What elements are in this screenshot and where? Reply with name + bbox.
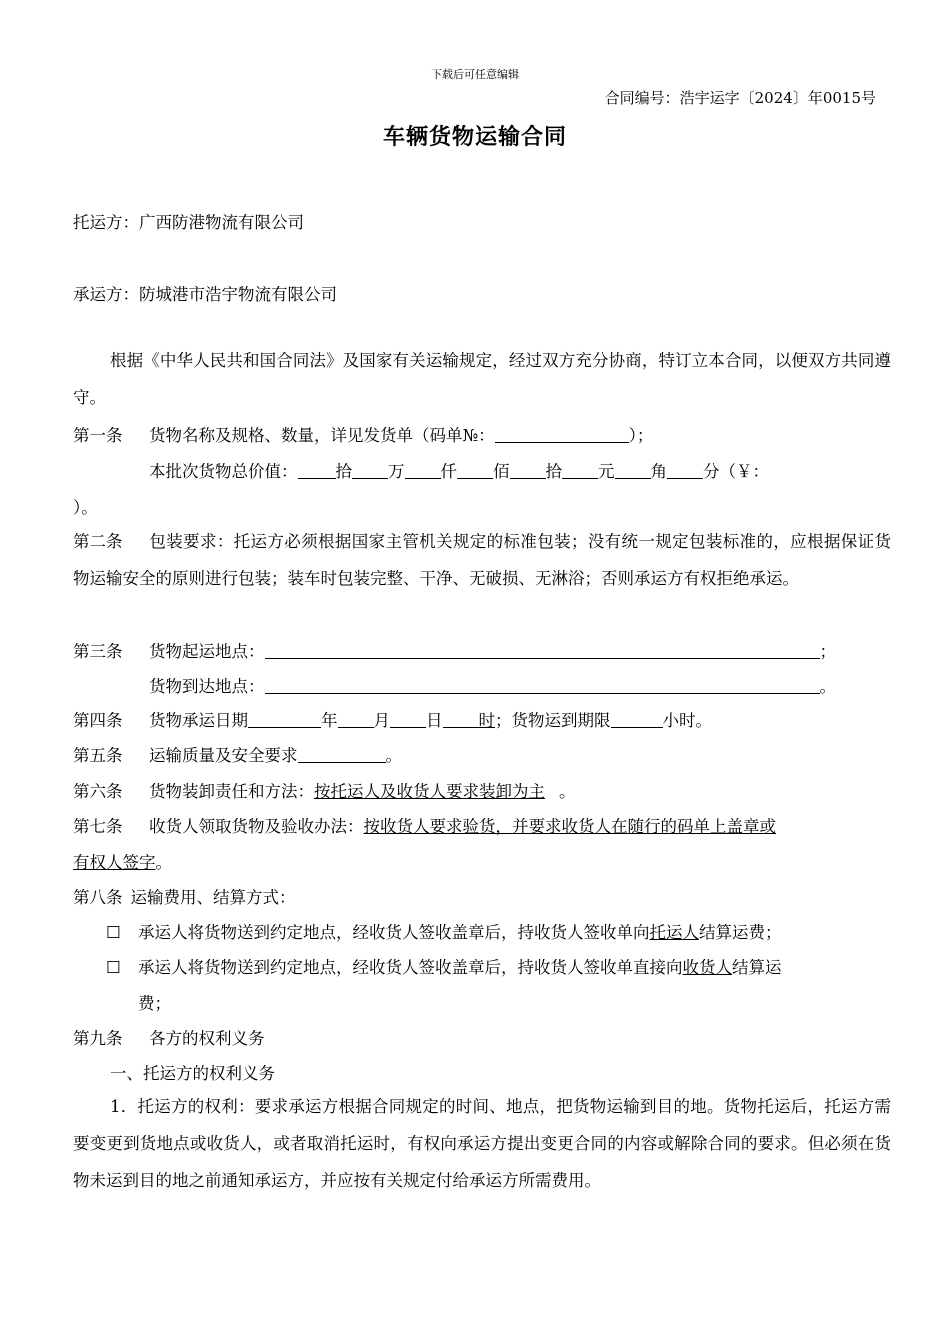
- hour-blank[interactable]: [443, 711, 479, 728]
- article-8-text: 运输费用、结算方式：: [130, 888, 296, 907]
- shipper-rights-heading: 一、托运方的权利义务: [110, 1064, 275, 1083]
- article-9: [73, 1025, 265, 1049]
- date-label: 货物承运日期: [149, 711, 248, 730]
- acceptance-value-b: 有权人签字: [73, 853, 156, 872]
- year-unit: 年: [321, 711, 338, 730]
- origin-end: ；: [819, 642, 836, 661]
- article-4: [73, 707, 712, 731]
- quality-blank[interactable]: [298, 746, 386, 763]
- article-1-close: ）。: [73, 498, 98, 517]
- unit: 拾: [545, 462, 562, 481]
- value-blank[interactable]: [405, 464, 441, 479]
- article-2-text: 包装要求：托运方必须根据国家主管机关规定的标准包装；没有统一规定包装标准的，应根据保证货物运输安全的原则进行包装；装车时包装完整、干净、无破损、无淋浴；否则承运方有权拒绝承运。: [73, 532, 891, 588]
- article-5-label: 第五条: [73, 746, 123, 765]
- article-9-text: 各方的权利义务: [149, 1029, 265, 1048]
- shipper-line: 托运方：广西防港物流有限公司: [73, 213, 304, 232]
- shipper-rights-item-1: 1．托运方的权利：要求承运方根据合同规定的时间、地点，把货物运输到目的地。货物托运后，托运方需要变更到货地点或收货人，或者取消托运时，有权向承运方提出变更合同的内容或解除合同的要求。但必须在货物未运到目的地之前通知承运方，并应按有关规定付给承运方所需费用。: [73, 1097, 891, 1190]
- value-blank[interactable]: [615, 464, 651, 479]
- acceptance-value-a: 按收货人要求验货，并要求收货人在随行的码单上盖章或: [363, 817, 776, 836]
- destination-end: 。: [819, 677, 836, 696]
- value-blank[interactable]: [352, 464, 388, 479]
- article-7-label: 第七条: [73, 817, 123, 836]
- article-6-end: 。: [559, 782, 576, 801]
- option-2-text-c: 费；: [138, 994, 171, 1013]
- day-unit: 日: [426, 711, 443, 730]
- settlement-option-2[interactable]: [106, 954, 782, 978]
- month-unit: 月: [373, 711, 390, 730]
- loading-method-value: 按托运人及收货人要求装卸为主: [314, 782, 545, 801]
- value-blank[interactable]: [510, 464, 546, 479]
- hours-unit: 小时。: [662, 711, 712, 730]
- hours-blank[interactable]: [611, 711, 663, 728]
- article-1-text-a: 货物名称及规格、数量，详见发货单（码单№：: [149, 426, 495, 445]
- article-5-end: 。: [385, 746, 402, 765]
- total-value-label: 本批次货物总价值：: [149, 462, 298, 481]
- article-2-label: 第二条: [73, 532, 123, 551]
- carrier-line: 承运方：防城港市浩宇物流有限公司: [73, 285, 337, 304]
- value-blank[interactable]: [667, 464, 703, 479]
- value-blank[interactable]: [298, 464, 336, 479]
- article-6-label: 第六条: [73, 782, 123, 801]
- origin-blank[interactable]: [265, 642, 820, 659]
- article-1-value-line: [149, 458, 769, 482]
- option-1-text-b: 结算运费；: [699, 923, 782, 942]
- article-8-label: 第八条: [73, 888, 123, 907]
- article-7: [73, 813, 776, 837]
- option-1-payer: 托运人: [649, 923, 699, 942]
- article-2: [73, 523, 891, 597]
- article-5-text: 运输质量及安全要求: [149, 746, 298, 765]
- option-1-text-a: 承运人将货物送到约定地点，经收货人签收盖章后，持收货人签收单向: [138, 923, 650, 942]
- document-title: 车辆货物运输合同: [382, 125, 567, 150]
- preamble: 根据《中华人民共和国合同法》及国家有关运输规定，经过双方充分协商，特订立本合同，以便双方共同遵守。: [73, 351, 891, 407]
- unit: 元: [598, 462, 615, 481]
- article-7-end: 。: [155, 853, 172, 872]
- contract-number: 合同编号：浩宇运字〔2024〕年0015号: [604, 89, 876, 107]
- year-blank[interactable]: [248, 711, 321, 728]
- destination-label: 货物到达地点：: [149, 677, 265, 696]
- unit: 仟: [440, 462, 457, 481]
- article-9-label: 第九条: [73, 1029, 123, 1048]
- code-number-blank[interactable]: [495, 426, 629, 443]
- checkbox-icon[interactable]: ☐: [106, 923, 121, 942]
- article-6-text: 货物装卸责任和方法：: [149, 782, 314, 801]
- unit: 分（￥：: [703, 462, 769, 481]
- settlement-option-1[interactable]: [106, 919, 782, 943]
- article-4-label: 第四条: [73, 711, 123, 730]
- article-1-text-b: ）；: [628, 426, 654, 445]
- option-2-payer: 收货人: [682, 958, 732, 977]
- article-7-cont: [73, 849, 172, 873]
- unit: 角: [650, 462, 667, 481]
- value-blank[interactable]: [562, 464, 598, 479]
- checkbox-icon[interactable]: ☐: [106, 958, 121, 977]
- top-note: 下载后可任意编辑: [431, 68, 519, 81]
- origin-label: 货物起运地点：: [149, 642, 265, 661]
- option-2-text-b: 结算运: [732, 958, 782, 977]
- option-2-text-a: 承运人将货物送到约定地点，经收货人签收盖章后，持收货人签收单直接向: [138, 958, 683, 977]
- article-1: [73, 422, 653, 446]
- month-blank[interactable]: [338, 711, 374, 728]
- destination-blank[interactable]: [265, 677, 820, 694]
- article-1-label: 第一条: [73, 426, 123, 445]
- hour-unit: 时: [478, 711, 495, 730]
- unit: 佰: [493, 462, 510, 481]
- article-6: [73, 778, 576, 802]
- article-3-destination: [149, 673, 836, 697]
- unit: 拾: [335, 462, 352, 481]
- article-8: [73, 884, 296, 908]
- deadline-label: ；货物运到期限: [495, 711, 611, 730]
- article-3-label: 第三条: [73, 642, 123, 661]
- unit: 万: [388, 462, 405, 481]
- article-5: [73, 742, 402, 766]
- article-7-text: 收货人领取货物及验收办法：: [149, 817, 364, 836]
- article-3-origin: [73, 638, 836, 662]
- day-blank[interactable]: [390, 711, 426, 728]
- value-blank[interactable]: [457, 464, 493, 479]
